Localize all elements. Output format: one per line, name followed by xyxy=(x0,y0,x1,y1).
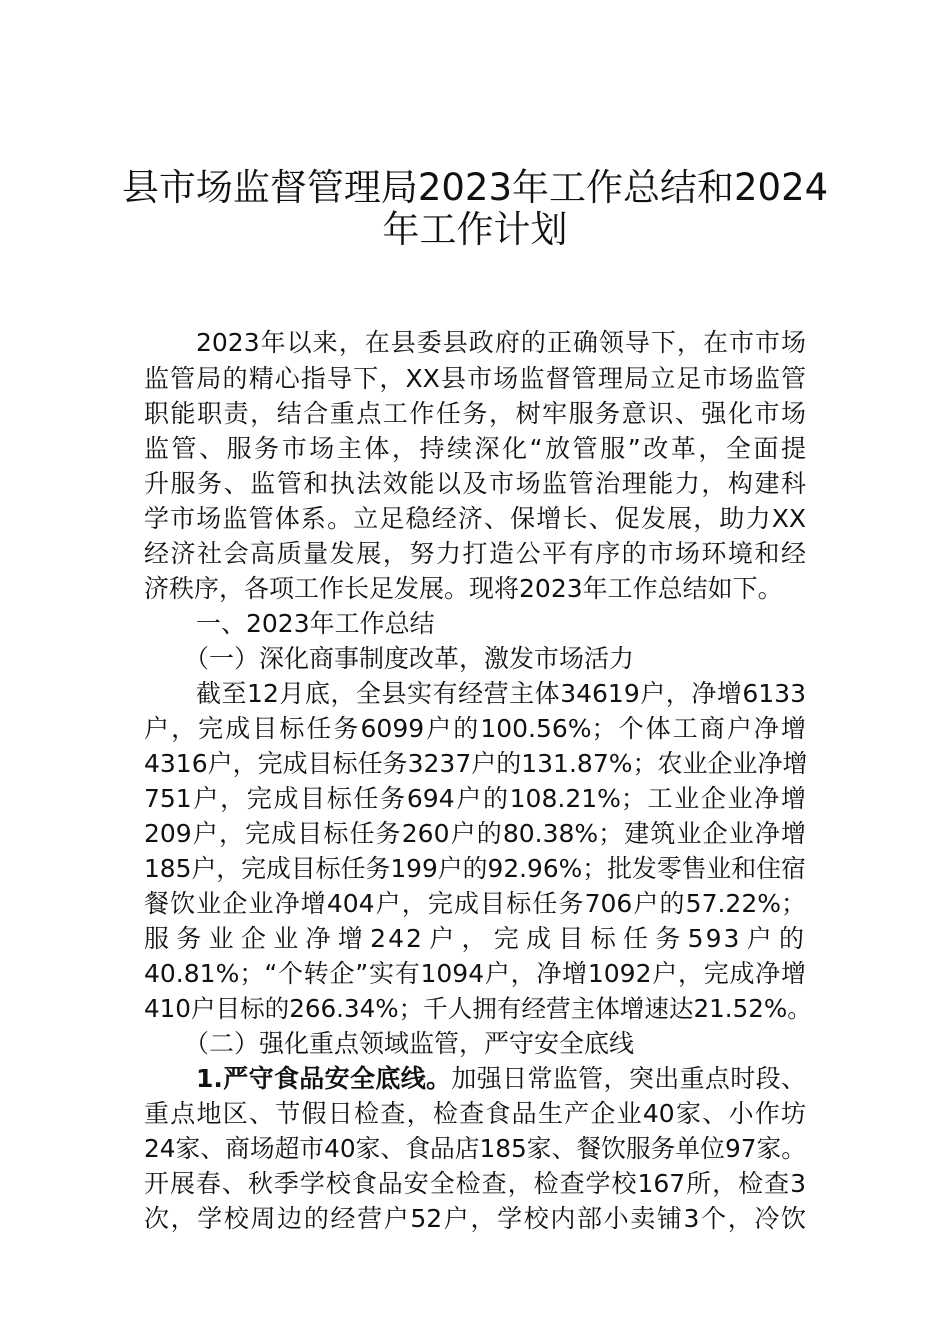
body-text: 户，完成目标任务6099户的100.56%；个体工商户净增 xyxy=(144,714,806,743)
body-text: 40.81%；“个转企”实有1094户，净增1092户，完成净增 xyxy=(144,959,806,988)
body-text: 410户目标的266.34%；千人拥有经营主体增速达21.52%。 xyxy=(144,994,812,1023)
body-text: 截至12月底，全县实有经营主体34619户，净增6133 xyxy=(196,679,806,708)
intro-text: 监管、服务市场主体，持续深化“放管服”改革，全面提 xyxy=(144,434,806,463)
body-text: 餐饮业企业净增404户，完成目标任务706户的57.22%； xyxy=(144,889,806,918)
document-title-line-1: 县市场监督管理局2023年工作总结和2024 xyxy=(121,166,829,209)
body-text: 751户，完成目标任务694户的108.21%；工业企业净增 xyxy=(144,784,806,813)
intro-text: 监管局的精心指导下，XX县市场监督管理局立足市场监管 xyxy=(144,364,806,393)
intro-text: 学市场监管体系。立足稳经济、保增长、促发展，助力XX xyxy=(144,504,806,533)
subsection-heading-text: （一）深化商事制度改革，激发市场活力 xyxy=(184,644,635,673)
item-lead-text: 1.严守食品安全底线。 xyxy=(196,1064,452,1093)
section-heading-text: 一、2023年工作总结 xyxy=(196,609,435,638)
item-text: 24家、商场超市40家、食品店185家、餐饮服务单位97家。 xyxy=(144,1134,806,1163)
intro-text: 升服务、监管和执法效能以及市场监管治理能力，构建科 xyxy=(144,469,806,498)
item-text: 开展春、秋季学校食品安全检查，检查学校167所，检查3 xyxy=(144,1169,806,1198)
intro-text: 济秩序，各项工作长足发展。现将2023年工作总结如下。 xyxy=(144,574,783,603)
intro-text: 2023年以来，在县委县政府的正确领导下，在市市场 xyxy=(196,328,806,357)
item-text: 加强日常监管，突出重点时段、 xyxy=(451,1064,806,1093)
item-text: 重点地区、节假日检查，检查食品生产企业40家、小作坊 xyxy=(144,1099,806,1128)
intro-text: 经济社会高质量发展，努力打造公平有序的市场环境和经 xyxy=(144,539,806,568)
item-text: 次，学校周边的经营户52户，学校内部小卖铺3个，冷饮 xyxy=(144,1204,806,1233)
item-first-line xyxy=(196,1062,806,1096)
body-text: 185户，完成目标任务199户的92.96%；批发零售业和住宿 xyxy=(144,854,806,883)
document-title-line-2: 年工作计划 xyxy=(382,208,568,251)
body-text: 209户，完成目标任务260户的80.38%；建筑业企业净增 xyxy=(144,819,806,848)
body-text: 服务业企业净增242户，完成目标任务593户的 xyxy=(144,924,806,953)
subsection-heading-text: （二）强化重点领域监管，严守安全底线 xyxy=(184,1029,635,1058)
intro-text: 职能职责，结合重点工作任务，树牢服务意识、强化市场 xyxy=(144,399,806,428)
body-text: 4316户，完成目标任务3237户的131.87%；农业企业净增 xyxy=(144,749,808,778)
